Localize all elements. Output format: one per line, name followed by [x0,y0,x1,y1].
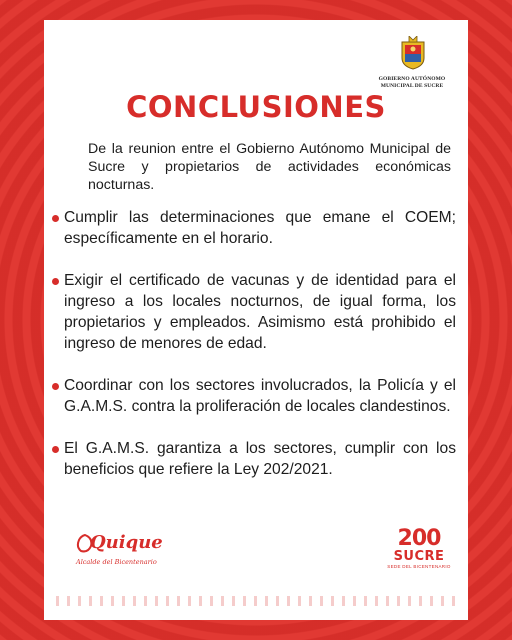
list-item [52,270,456,354]
page-title: CONCLUSIONES [126,90,386,124]
org-name-line2: MUNICIPAL DE SUCRE [380,83,444,89]
bicentenario-number: 200 [397,526,441,551]
quique-logo [76,532,166,572]
list-item-text: Coordinar con los sectores involucrados, la Policía y el G.A.M.S. contra la proliferación de locales clandestinos. [64,377,456,415]
bullet-dot-icon [52,383,59,390]
bicentenario-subtitle: SEDE DEL BICENTENARIO [387,564,451,569]
intro-text: De la reunion entre el Gobierno Autónomo Municipal de Sucre y propietarios de actividades económicas nocturnas. [88,141,451,193]
quique-logo-subtitle: Alcalde del Bicentenario [76,558,157,566]
list-item [52,438,456,480]
list-item-text: Exigir el certificado de vacunas y de identidad para el ingreso a los locales nocturnos, de igual forma, los propietarios y empleados. Asimismo está prohibido el ingreso de menores de edad. [64,272,456,352]
list-item-text: El G.A.M.S. garantiza a los sectores, cumplir con los beneficios que refiere la Ley 202/2021. [64,440,456,478]
org-name [362,76,462,90]
list-item [52,207,456,249]
conclusions-list [52,207,456,480]
quique-logo-name: Quique [90,532,163,553]
municipal-crest-icon [400,36,426,70]
decorative-pattern-strip [52,596,460,606]
bullet-dot-icon [52,278,59,285]
bullet-dot-icon [52,446,59,453]
bicentenario-logo [386,528,452,574]
bullet-dot-icon [52,215,59,222]
list-item [52,375,456,417]
bicentenario-city: SUCRE [393,549,445,564]
org-name-line1: GOBIERNO AUTÓNOMO [378,76,446,82]
list-item-text: Cumplir las determinaciones que emane el COEM; específicamente en el horario. [64,209,456,247]
